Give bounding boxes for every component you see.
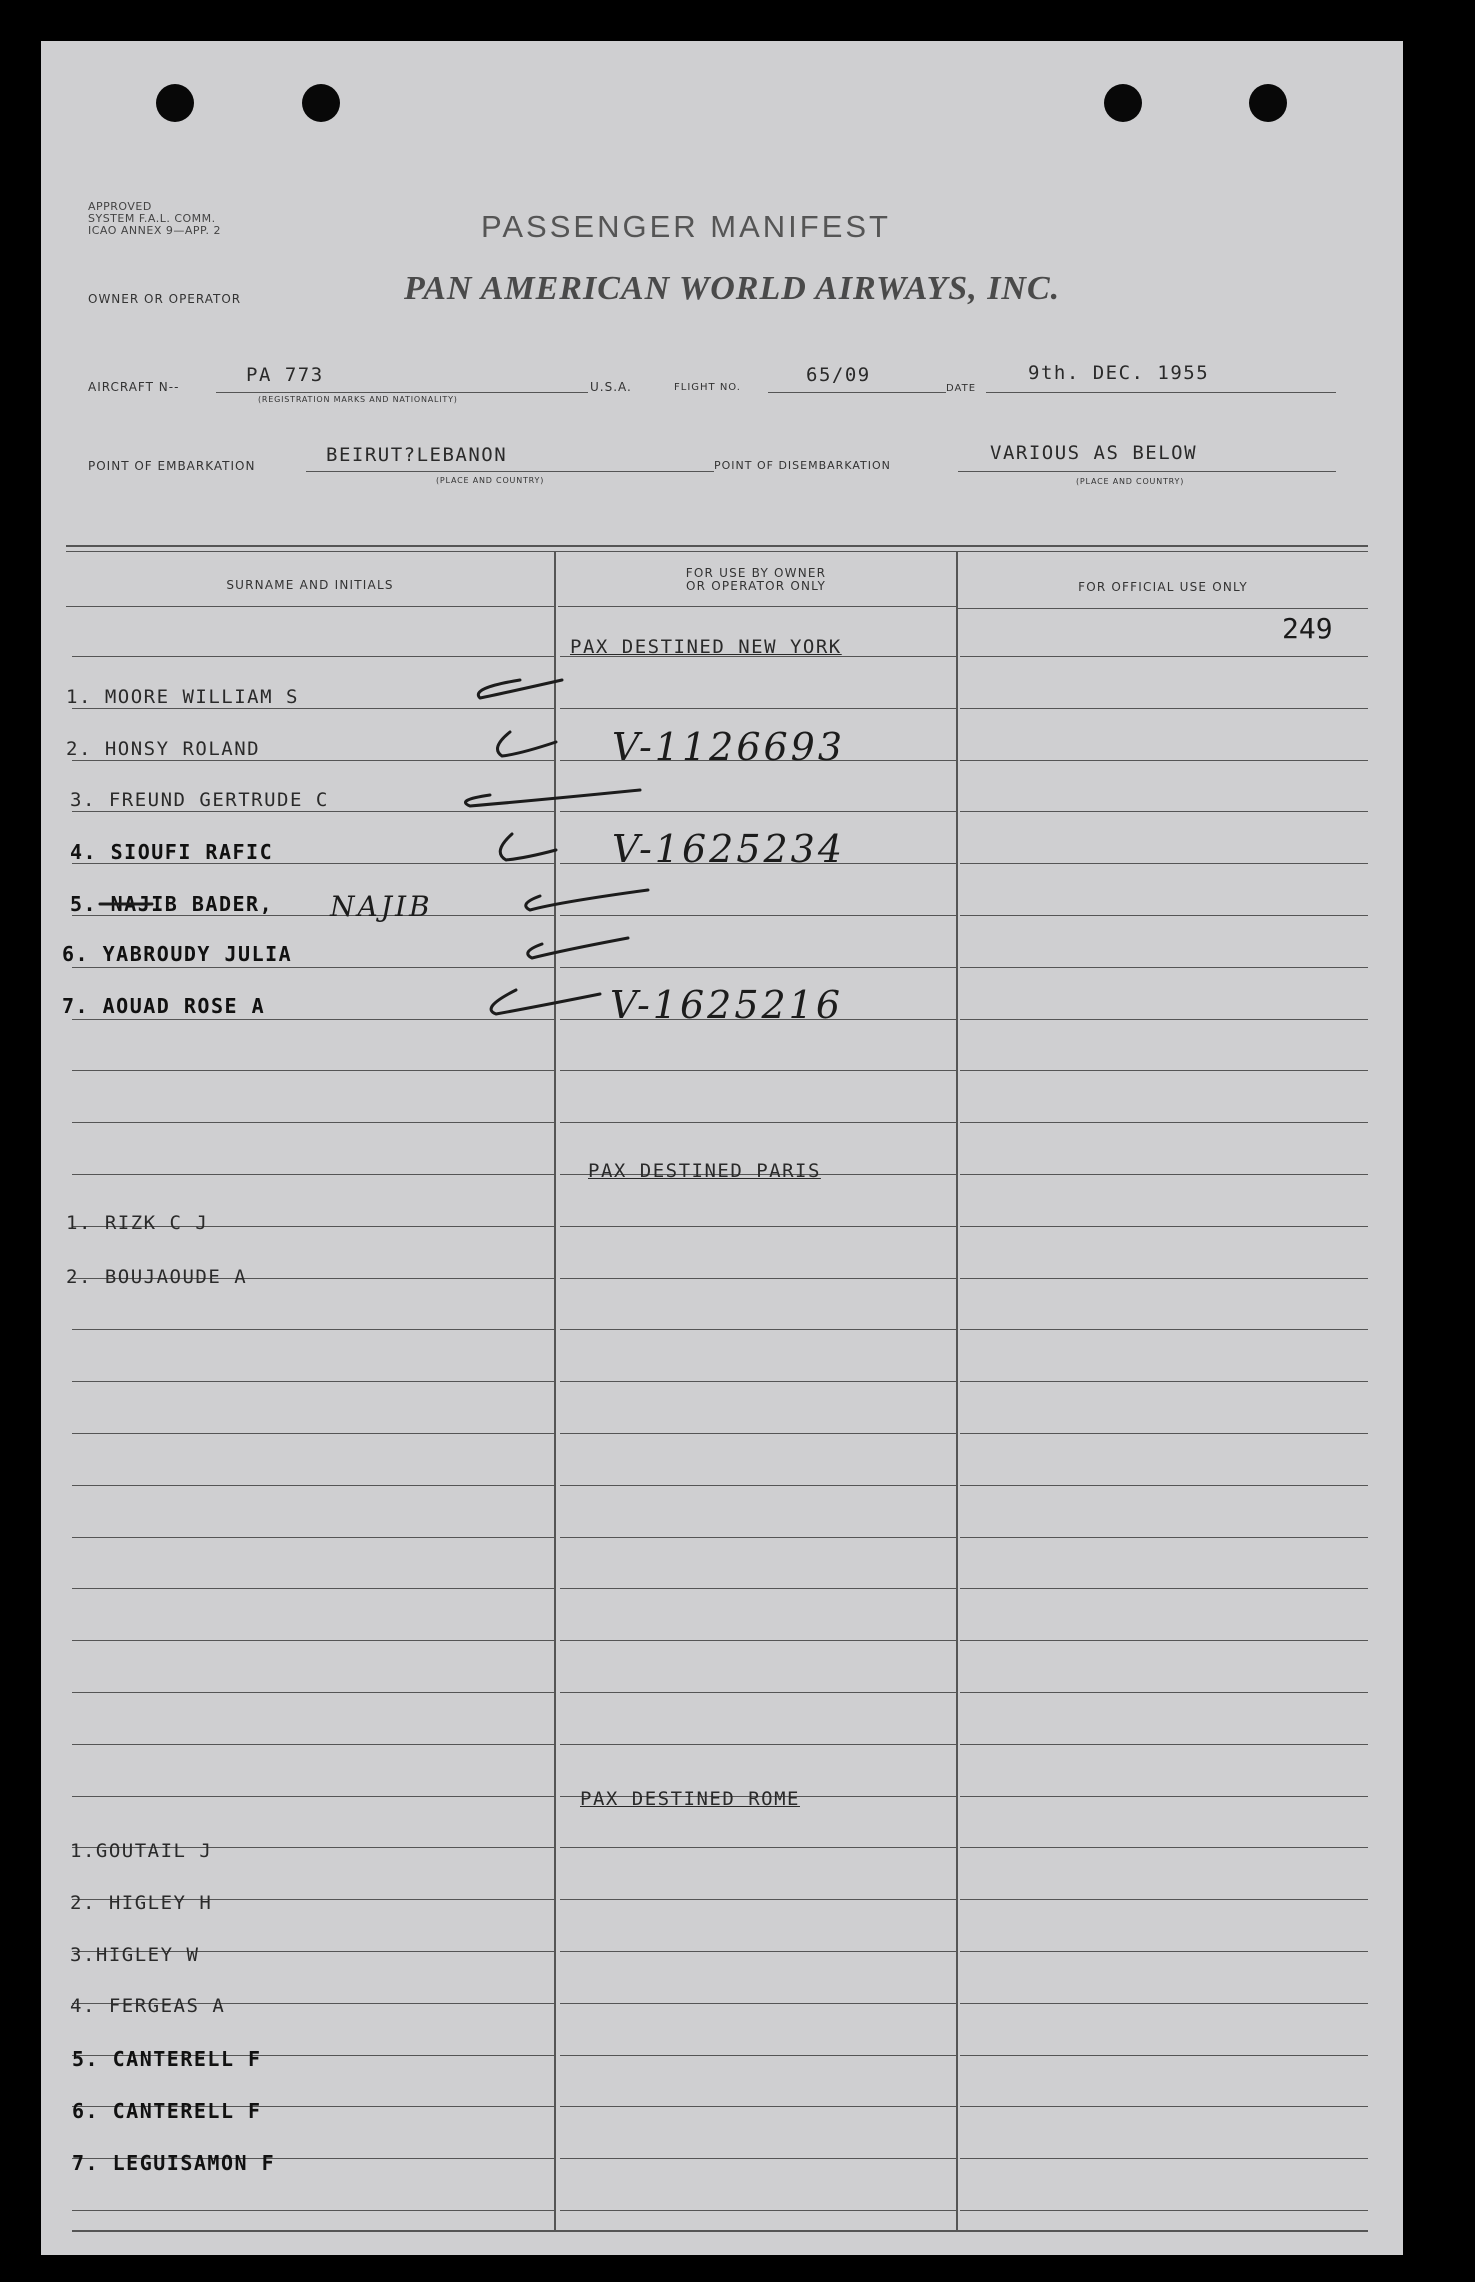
passenger-name: 4. FERGEAS A: [70, 1995, 226, 2017]
embark-label: POINT OF EMBARKATION: [88, 459, 256, 473]
approval-line: APPROVED: [88, 200, 152, 213]
aircraft-value: PA 773: [246, 364, 324, 386]
visa-number: V-1126693: [612, 725, 846, 769]
owner-label: OWNER OR OPERATOR: [88, 292, 242, 306]
owner-value: PAN AMERICAN WORLD AIRWAYS, INC.: [404, 270, 1061, 307]
column-header-official-use: FOR OFFICIAL USE ONLY: [1078, 580, 1248, 594]
aircraft-label: AIRCRAFT N--: [88, 380, 180, 394]
passenger-name: 2. BOUJAOUDE A: [66, 1266, 248, 1288]
passenger-name: 1.GOUTAIL J: [70, 1840, 213, 1862]
disembark-label: POINT OF DISEMBARKATION: [714, 459, 891, 472]
passenger-name: 1. MOORE WILLIAM S: [66, 686, 299, 708]
section-heading-rome: PAX DESTINED ROME: [580, 1788, 800, 1810]
check-mark: [466, 790, 641, 806]
flight-value: 65/09: [806, 364, 871, 386]
section-heading-new-york: PAX DESTINED NEW YORK: [570, 636, 842, 658]
column-header-owner-use: FOR USE BY OWNER: [685, 566, 827, 580]
passenger-name: 7. AOUAD ROSE A: [62, 994, 266, 1018]
passenger-name: 3. FREUND GERTRUDE C: [70, 789, 329, 811]
aircraft-sublabel: (REGISTRATION MARKS AND NATIONALITY): [258, 395, 458, 404]
handwritten-annotation: NAJIB: [330, 890, 433, 923]
check-mark: [500, 834, 556, 860]
date-value: 9th. DEC. 1955: [1028, 362, 1210, 384]
flight-label: FLIGHT NO.: [674, 382, 741, 393]
passenger-name: 5. NAJIB BADER,: [70, 892, 274, 916]
passenger-name: 4. SIOUFI RAFIC: [70, 840, 274, 864]
passenger-name: 1. RIZK C J: [66, 1212, 209, 1234]
embark-sublabel: (PLACE AND COUNTRY): [436, 476, 545, 485]
visa-number: V-1625216: [610, 983, 844, 1027]
section-heading-paris: PAX DESTINED PARIS: [588, 1160, 821, 1182]
usa-label: U.S.A.: [590, 380, 632, 394]
passenger-name: 6. CANTERELL F: [72, 2099, 262, 2123]
check-mark: [478, 680, 562, 698]
page-title: PASSENGER MANIFEST: [481, 209, 891, 244]
disembark-value: VARIOUS AS BELOW: [990, 442, 1198, 464]
column-header-owner-use: OR OPERATOR ONLY: [686, 579, 826, 593]
passenger-name: 5. CANTERELL F: [72, 2047, 262, 2071]
disembark-sublabel: (PLACE AND COUNTRY): [1076, 477, 1185, 486]
check-mark: [498, 732, 557, 756]
passenger-name: 2. HIGLEY H: [70, 1892, 213, 1914]
check-mark: [526, 890, 648, 910]
approval-line: SYSTEM F.A.L. COMM.: [88, 212, 216, 225]
column-header-surname: SURNAME AND INITIALS: [226, 578, 394, 592]
approval-line: ICAO ANNEX 9—APP. 2: [88, 224, 221, 237]
visa-number: V-1625234: [612, 827, 846, 871]
date-label: DATE: [946, 383, 977, 394]
stamp-number: 249: [1282, 612, 1333, 645]
passenger-name: 2. HONSY ROLAND: [66, 738, 261, 760]
embark-value: BEIRUT?LEBANON: [326, 444, 508, 466]
check-mark: [491, 990, 600, 1014]
passenger-name: 3.HIGLEY W: [70, 1944, 200, 1966]
check-mark: [528, 938, 628, 958]
passenger-name: 6. YABROUDY JULIA: [62, 942, 293, 966]
passenger-name: 7. LEGUISAMON F: [72, 2151, 276, 2175]
